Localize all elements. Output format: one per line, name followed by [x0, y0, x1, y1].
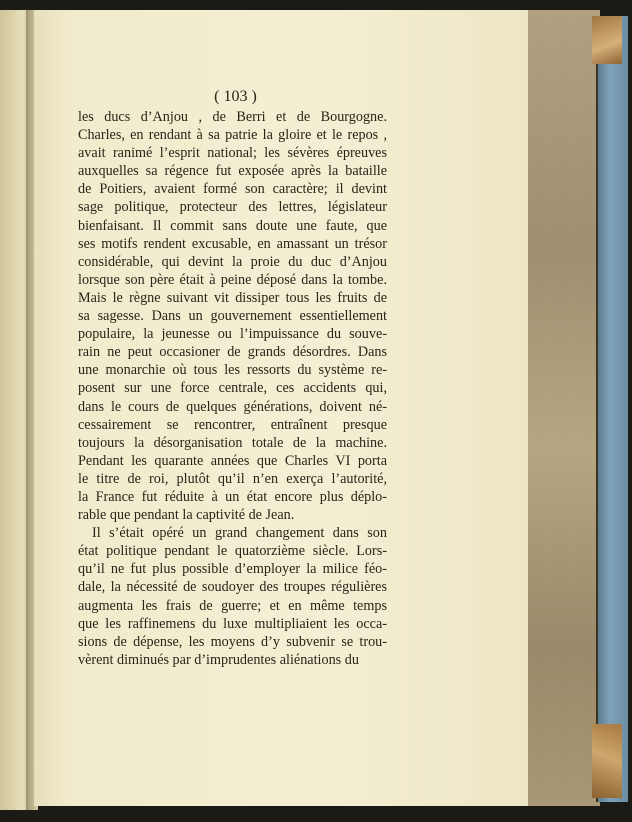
- text-line: dans le cours de quelques générations, doivent né-: [78, 398, 387, 415]
- text-line: le titre de roi, plutôt qu’il n’en exerça l’autorité,: [78, 470, 387, 487]
- page-text: [78, 88, 387, 669]
- leather-corner-top: [592, 16, 622, 64]
- text-line: posent sur une force centrale, ces accidents qui,: [78, 380, 387, 397]
- text-line: ses motifs rendent excusable, en amassant un trésor: [78, 235, 387, 252]
- paragraph: [78, 108, 387, 524]
- text-line: sa sagesse. Dans un gouvernement essentiellement: [78, 308, 387, 325]
- book-cover-board: [596, 16, 628, 802]
- text-line: que les raffinemens du luxe multipliaient les occa-: [78, 615, 387, 632]
- page-number: ( 103 ): [214, 88, 257, 105]
- paragraph: [78, 524, 387, 669]
- text-line: Charles, en rendant à sa patrie la gloire et le repos ,: [78, 127, 387, 144]
- text-line: bienfaisant. Il commit sans doute une faute, que: [78, 217, 387, 234]
- marbled-page-edges: [528, 10, 600, 806]
- leather-corner-bottom: [592, 724, 622, 798]
- text-line: toujours la désorganisation totale de la machine.: [78, 434, 387, 451]
- text-line: rable que pendant la captivité de Jean.: [78, 507, 295, 524]
- text-line: sage politique, protecteur des lettres, législateur: [78, 199, 387, 216]
- text-line: dale, la nécessité de soudoyer des troupes régulières: [78, 579, 387, 596]
- text-line: de Poitiers, avaient formé son caractère; il devint: [78, 181, 387, 198]
- text-line: une monarchie où tous les ressorts du système re-: [78, 362, 387, 379]
- text-line: rain ne peut occasioner de grands désordres. Dans: [78, 344, 387, 361]
- text-line: la France fut réduite à un état encore plus déplo-: [78, 488, 387, 505]
- text-line: vèrent diminués par d’imprudentes aliénations du: [78, 651, 359, 668]
- text-line: auxquelles sa régence fut exposée après la bataille: [78, 163, 387, 180]
- text-line: cessairement se rencontrer, entraînent presque: [78, 416, 387, 433]
- text-line: Il s’était opéré un grand changement dans son: [92, 525, 387, 542]
- text-line: Mais le règne suivant vit dissiper tous les fruits de: [78, 289, 387, 306]
- text-line: lorsque son père était à peine déposé dans la tombe.: [78, 271, 387, 288]
- text-line: sions de dépense, les moyens d’y subvenir se trou-: [78, 633, 387, 650]
- text-line: avait ranimé l’esprit national; les sévères épreuves: [78, 145, 387, 162]
- text-line: considérable, qui devint la proie du duc d’Anjou: [78, 253, 387, 270]
- text-line: qu’il ne fut plus possible d’employer la milice féo-: [78, 561, 387, 578]
- text-line: augmenta les frais de guerre; et en même temps: [78, 597, 387, 614]
- text-line: état politique pendant le quatorzième siècle. Lors-: [78, 543, 387, 560]
- text-line: populaire, la jeunesse ou l’impuissance du souve-: [78, 326, 387, 343]
- text-line: les ducs d’Anjou , de Berri et de Bourgogne.: [78, 109, 387, 125]
- text-line: Pendant les quarante années que Charles VI porta: [78, 452, 387, 469]
